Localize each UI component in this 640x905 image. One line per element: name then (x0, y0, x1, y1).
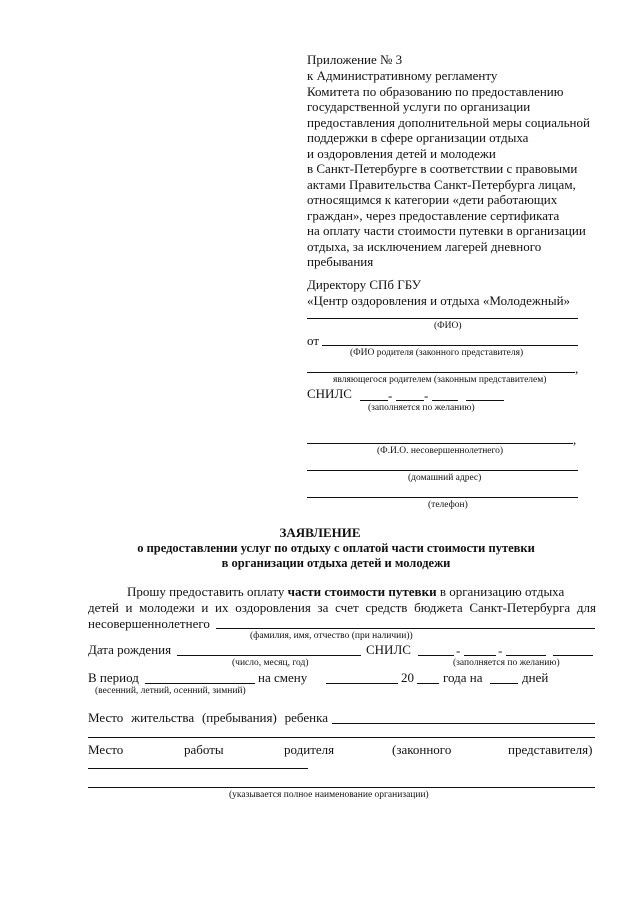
work-word: работы (184, 742, 224, 757)
fio-caption: (ФИО) (434, 321, 462, 331)
snils-part-2[interactable] (396, 400, 424, 401)
minor-name-field[interactable] (216, 628, 595, 629)
comma-mark: , (573, 432, 577, 447)
name-caption: (фамилия, имя, отчество (при наличии)) (250, 631, 413, 641)
request-bold-text: части стоимости путевки (287, 584, 437, 599)
work-word: (законного (392, 742, 452, 757)
season-caption: (весенний, летний, осенний, зимний) (95, 686, 246, 696)
being-parent-caption: являющегося родителем (законным представителем) (333, 375, 547, 385)
request-line-1 (127, 584, 564, 599)
appendix-line: в Санкт-Петербурге в соответствии с правовыми (307, 161, 578, 176)
child-snils-part-3[interactable] (506, 655, 546, 656)
comma-mark: , (575, 361, 579, 376)
period-field[interactable] (145, 683, 255, 684)
appendix-line: отдыха, за исключением лагерей дневного (307, 239, 542, 254)
appendix-line: и оздоровления детей и молодежи (307, 146, 496, 161)
shift-label: на смену (258, 670, 308, 685)
from-label: от (307, 333, 320, 348)
org-caption: (указывается полное наименование организации) (229, 790, 429, 800)
child-snils-part-4[interactable] (553, 655, 593, 656)
child-snils-caption: (заполняется по желанию) (453, 658, 560, 668)
appendix-line: относящимся к категории «дети работающих (307, 192, 558, 207)
period-label: В период (88, 670, 139, 685)
statement-title: ЗАЯВЛЕНИЕ (279, 525, 361, 540)
appendix-line: Приложение № 3 (307, 52, 403, 67)
minor-fio-caption: (Ф.И.О. несовершеннолетнего) (377, 446, 504, 456)
director-fio-field[interactable] (307, 318, 578, 319)
dob-caption: (число, месяц, год) (232, 658, 309, 668)
child-snils-label: СНИЛС (366, 642, 411, 657)
work-word: представителя) (508, 742, 593, 757)
addressee-line: Директору СПб ГБУ (307, 277, 421, 292)
days-field[interactable] (490, 683, 518, 684)
snils-dash: - (498, 643, 503, 658)
appendix-line: государственной услуги по организации (307, 99, 531, 114)
shift-field[interactable] (326, 683, 398, 684)
days-label: дней (522, 670, 549, 685)
home-address-field[interactable] (307, 470, 578, 471)
snils-part-3[interactable] (432, 400, 458, 401)
appendix-line: Комитета по образованию по предоставлению (307, 84, 564, 99)
parent-extra-field[interactable] (307, 372, 575, 373)
work-word: родителя (284, 742, 335, 757)
snils-dash: - (388, 388, 393, 403)
snils-dash: - (456, 643, 461, 658)
dob-field[interactable] (177, 655, 361, 656)
appendix-line: предоставления дополнительной меры социальной (307, 115, 590, 130)
year-prefix: 20 (401, 670, 414, 685)
optional-caption: (заполняется по желанию) (368, 403, 475, 413)
statement-subtitle: о предоставлении услуг по отдыху с оплатой части стоимости путевки (137, 541, 535, 555)
parent-fio-caption: (ФИО родителя (законного представителя) (350, 348, 524, 358)
address-caption: (домашний адрес) (408, 473, 482, 483)
request-text: в организацию отдыха (436, 584, 565, 599)
addressee-line: «Центр оздоровления и отдыха «Молодежный» (307, 293, 571, 308)
statement-subtitle: в организации отдыха детей и молодежи (221, 556, 451, 570)
work-word: Место (88, 742, 124, 757)
residence-field-2[interactable] (88, 737, 595, 738)
appendix-line: поддержки в сфере организации отдыха (307, 130, 529, 145)
year-field[interactable] (417, 683, 439, 684)
snils-part-1[interactable] (360, 400, 388, 401)
dob-label: Дата рождения (88, 642, 172, 657)
phone-caption: (телефон) (428, 500, 468, 510)
appendix-line: граждан», через предоставление сертификата (307, 208, 560, 223)
snils-part-4[interactable] (466, 400, 504, 401)
child-snils-part-1[interactable] (418, 655, 454, 656)
appendix-line: к Административному регламенту (307, 68, 498, 83)
year-suffix: года на (443, 670, 483, 685)
residence-label: Место жительства (пребывания) ребенка (88, 710, 328, 725)
organization-field[interactable] (88, 787, 595, 788)
workplace-field[interactable] (88, 768, 308, 769)
snils-dash: - (424, 388, 429, 403)
appendix-line: на оплату части стоимости путевки в организации (307, 223, 586, 238)
child-snils-part-2[interactable] (464, 655, 496, 656)
request-line-2: детей и молодежи и их оздоровления за счет средств бюджета Санкт-Петербурга для (88, 600, 596, 615)
phone-field[interactable] (307, 497, 578, 498)
minor-fio-field[interactable] (307, 443, 573, 444)
parent-fio-field[interactable] (322, 345, 578, 346)
minor-label: несовершеннолетнего (88, 616, 210, 631)
residence-field[interactable] (332, 723, 595, 724)
appendix-line: пребывания (307, 254, 374, 269)
request-text: Прошу предоставить оплату (127, 584, 288, 599)
snils-label: СНИЛС (307, 386, 352, 401)
appendix-line: актами Правительства Санкт-Петербурга лицам, (307, 177, 576, 192)
